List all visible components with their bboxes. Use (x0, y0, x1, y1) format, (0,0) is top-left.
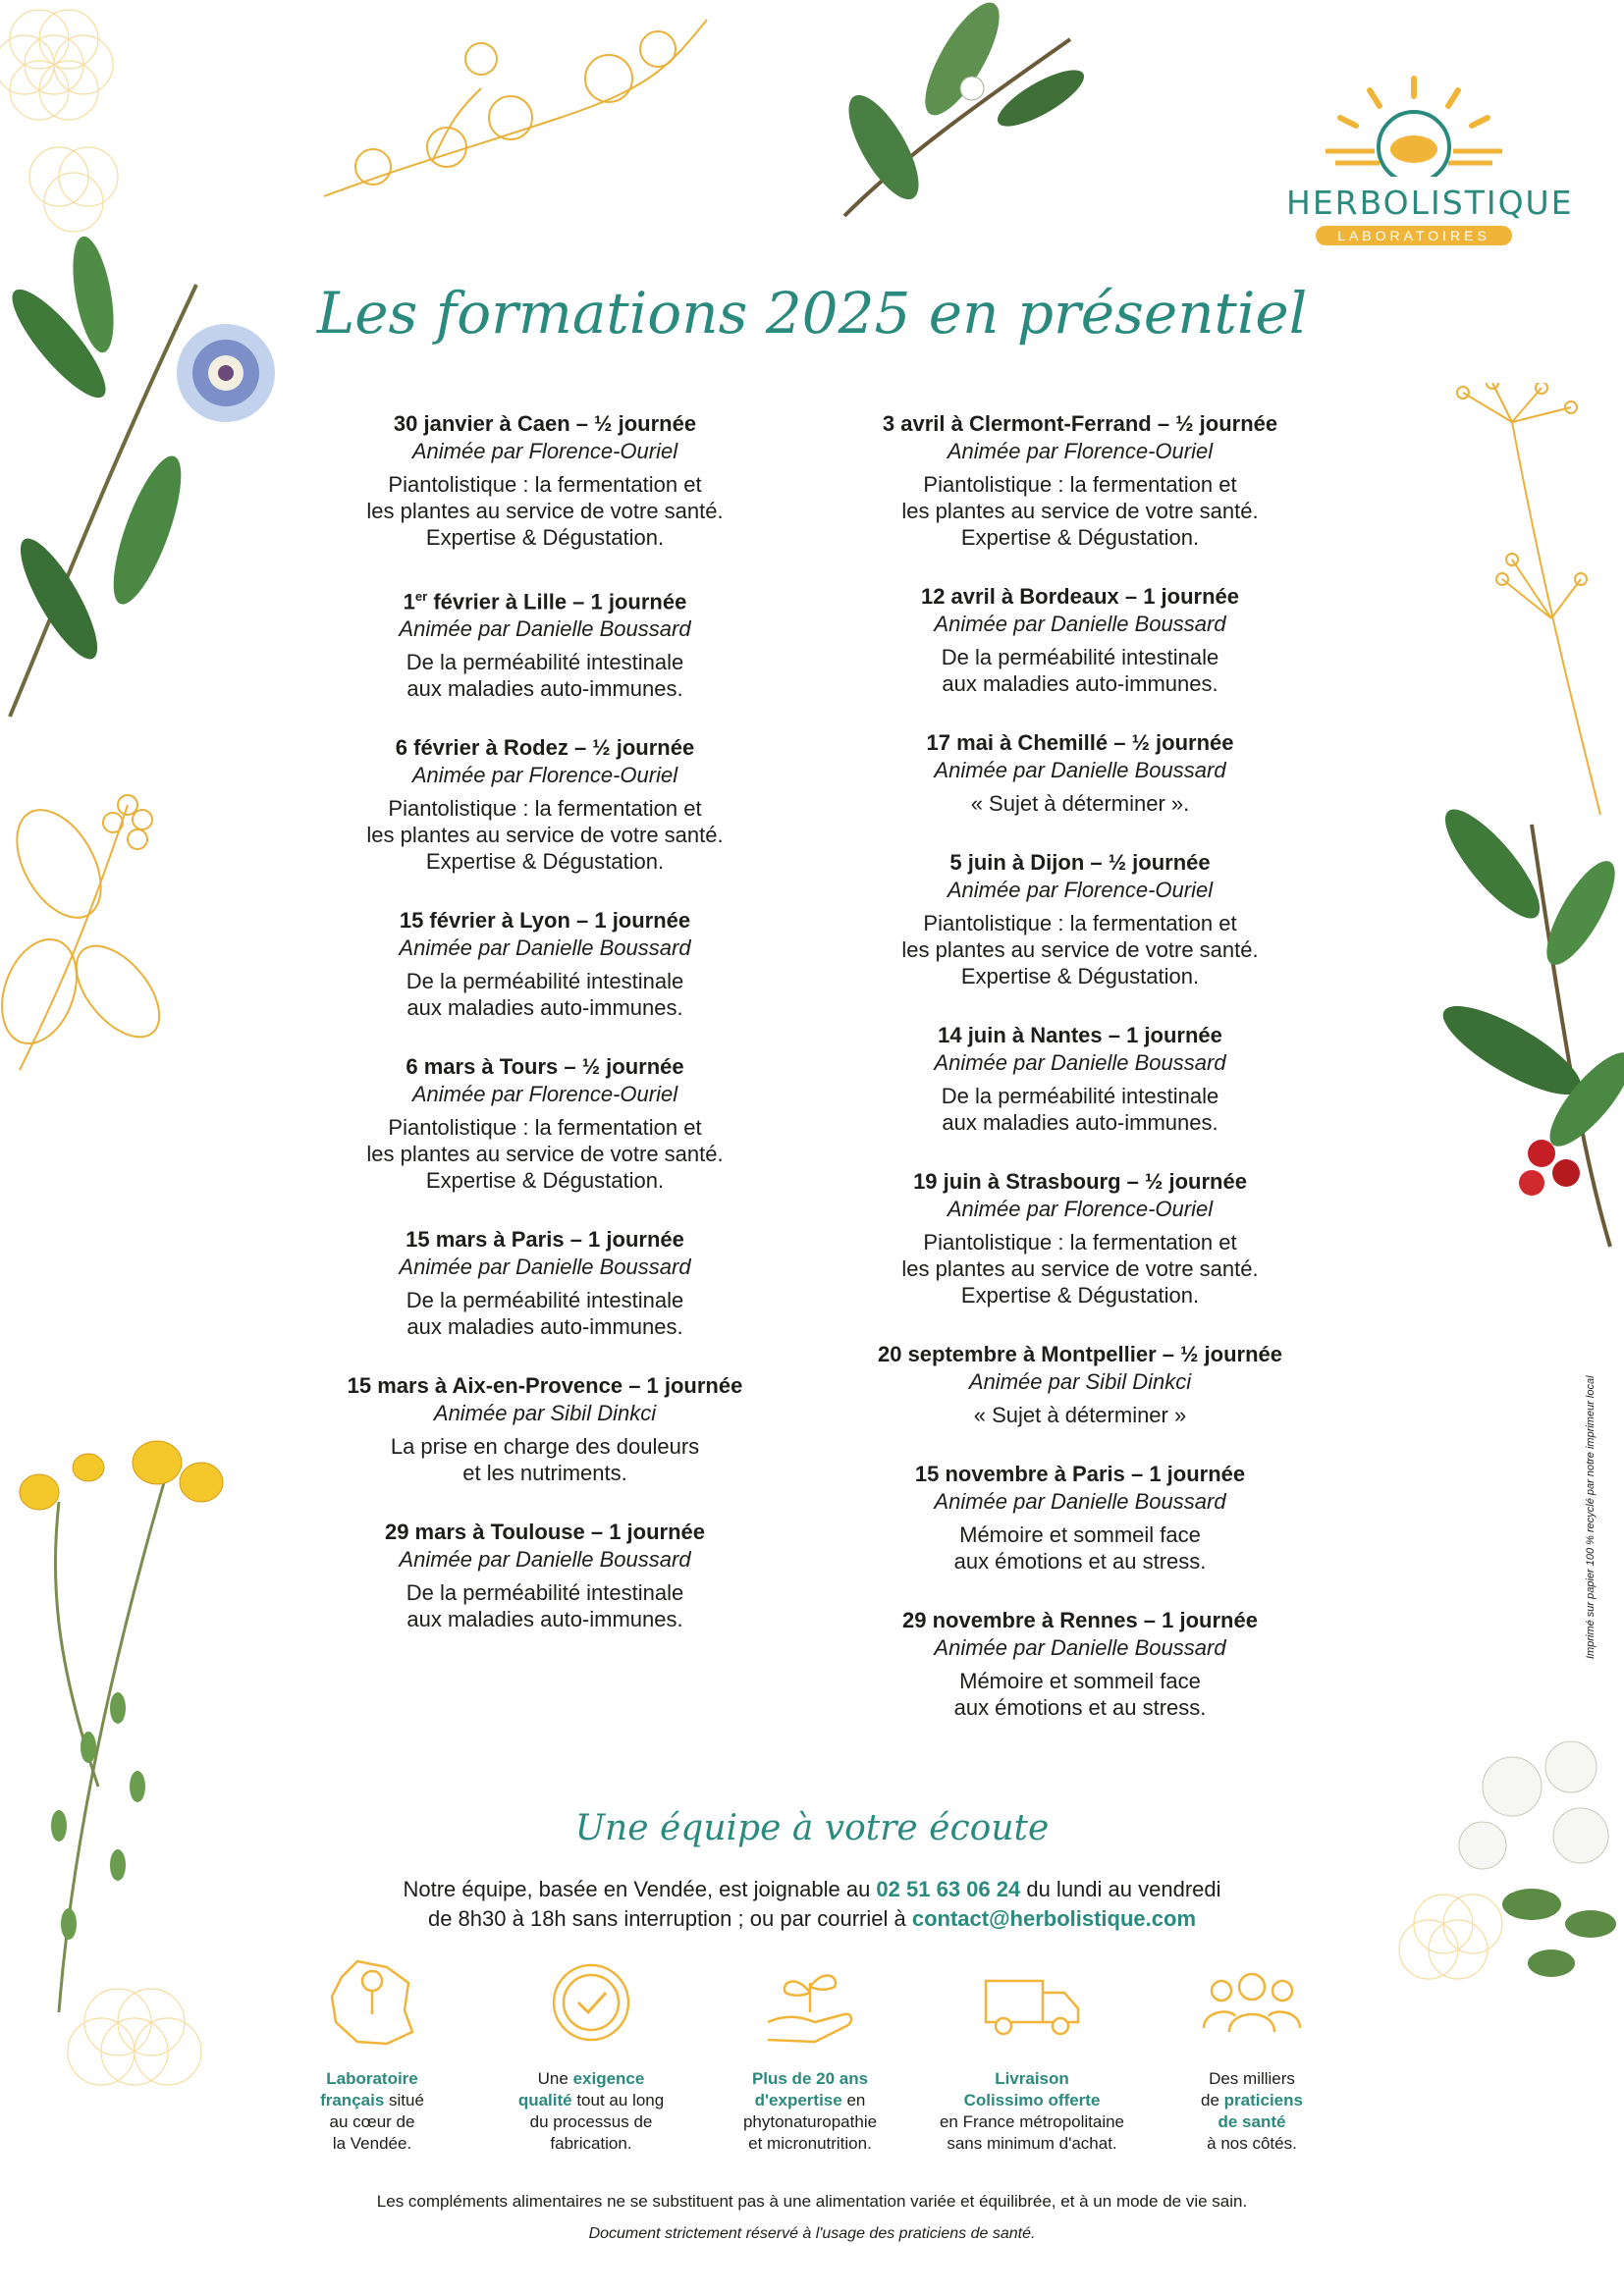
flower-of-life-pattern-top-left (0, 0, 196, 255)
quality-check-icon (537, 1953, 645, 2052)
recycled-paper-note-text: Imprimé sur papier 100 % recyclé par notre imprimeur local (1585, 1375, 1597, 1659)
event-item (290, 583, 800, 702)
event-heading: 6 mars à Tours – ½ journée (406, 1054, 684, 1080)
feature-text: phytonaturopathie (742, 2112, 878, 2131)
event-desc: les plantes au service de votre santé. (901, 499, 1259, 523)
feature-text: au cœur de (329, 2112, 415, 2131)
feature-text: du processus de (529, 2112, 653, 2131)
event-host: Animée par Florence-Ouriel (411, 439, 678, 463)
event-desc: De la perméabilité intestinale (406, 650, 684, 675)
delivery-truck-icon (978, 1953, 1086, 2052)
event-item (825, 1341, 1335, 1428)
feature-text: en France métropolitaine (939, 2112, 1125, 2131)
event-item (290, 410, 800, 551)
green-leaf-branch-illustration (825, 0, 1090, 236)
event-desc: « Sujet à déterminer ». (970, 791, 1190, 816)
recycled-paper-note (1585, 1306, 1604, 1659)
feature-text: fabrication. (550, 2134, 632, 2153)
feature-highlight: exigence (572, 2069, 645, 2088)
event-heading: 17 mai à Chemillé – ½ journée (926, 730, 1234, 755)
event-heading: 30 janvier à Caen – ½ journée (393, 411, 697, 436)
event-desc: les plantes au service de votre santé. (366, 823, 724, 848)
feature-highlight: français (320, 2091, 385, 2109)
event-desc: aux maladies auto-immunes. (406, 1607, 683, 1632)
feature-practitioners (1154, 1953, 1350, 2155)
feature-highlight: de santé (1218, 2112, 1286, 2131)
event-desc: Mémoire et sommeil face (959, 1669, 1201, 1693)
event-desc: Piantolistique : la fermentation et (923, 911, 1237, 935)
event-host: Animée par Danielle Boussard (934, 1050, 1226, 1075)
feature-text: Des milliers (1209, 2069, 1295, 2088)
event-desc: De la perméabilité intestinale (406, 969, 684, 994)
event-host: Animée par Florence-Ouriel (947, 878, 1214, 902)
event-desc: et les nutriments. (462, 1461, 627, 1486)
event-day-suffix: er (414, 589, 428, 604)
event-desc: aux émotions et au stress. (953, 1549, 1207, 1574)
event-desc: Mémoire et sommeil face (959, 1522, 1201, 1547)
event-heading: 15 novembre à Paris – 1 journée (914, 1462, 1246, 1486)
event-desc: les plantes au service de votre santé. (901, 1256, 1259, 1281)
logo-subtitle: LABORATOIRES (1316, 226, 1512, 245)
feature-highlight: d'expertise (754, 2091, 842, 2109)
event-desc: Piantolistique : la fermentation et (388, 472, 702, 497)
event-item (825, 410, 1335, 551)
event-heading (290, 583, 800, 615)
event-desc: Expertise & Dégustation. (425, 849, 665, 875)
event-host: Animée par Danielle Boussard (399, 1547, 691, 1573)
contact-text: Notre équipe, basée en Vendée, est joignable au (403, 1877, 877, 1901)
disclaimer: Les compléments alimentaires ne se substituent pas à une alimentation variée et équilibrée, et à un mode de vie sain. (376, 2192, 1248, 2211)
event-desc: Piantolistique : la fermentation et (923, 1230, 1237, 1255)
feature-text: de (1201, 2091, 1224, 2109)
event-host: Animée par Danielle Boussard (399, 616, 691, 642)
event-host: Animée par Danielle Boussard (934, 1489, 1226, 1514)
event-desc: De la perméabilité intestinale (406, 1288, 684, 1313)
event-desc: aux émotions et au stress. (953, 1695, 1207, 1720)
feature-text: situé (384, 2091, 424, 2109)
event-desc: De la perméabilité intestinale (941, 1084, 1219, 1108)
event-host: Animée par Danielle Boussard (399, 935, 691, 961)
event-heading-rest: février à Lille – 1 journée (427, 589, 687, 614)
team-section-title: Une équipe à votre écoute (574, 1808, 1050, 1848)
event-host: Animée par Danielle Boussard (934, 1635, 1226, 1660)
feature-highlight: qualité (517, 2091, 572, 2109)
contact-text: de 8h30 à 18h sans interruption ; ou par courriel à (427, 1906, 912, 1931)
phone-number[interactable]: 02 51 63 06 24 (876, 1877, 1021, 1901)
event-heading: 15 mars à Paris – 1 journée (406, 1227, 684, 1253)
event-item (825, 1168, 1335, 1308)
feature-text: et micronutrition. (748, 2134, 872, 2153)
yellow-umbel-outline-illustration (1404, 383, 1624, 815)
event-desc: aux maladies auto-immunes. (942, 671, 1218, 696)
feature-text: Une (537, 2069, 573, 2088)
event-heading: 29 mars à Toulouse – 1 journée (384, 1520, 706, 1545)
event-item (825, 1461, 1335, 1575)
event-host: Animée par Florence-Ouriel (947, 1197, 1214, 1221)
sun-logo-icon (1321, 69, 1507, 177)
events-left-column (290, 410, 800, 1665)
event-item (825, 849, 1335, 989)
event-desc: aux maladies auto-immunes. (406, 676, 683, 702)
people-group-icon (1198, 1953, 1306, 2052)
event-day: 1 (403, 589, 415, 614)
event-host: Animée par Florence-Ouriel (411, 1082, 678, 1107)
event-desc: les plantes au service de votre santé. (901, 937, 1259, 962)
event-desc: aux maladies auto-immunes. (406, 1314, 683, 1340)
feature-delivery (934, 1953, 1130, 2155)
feature-quality (493, 1953, 689, 2155)
event-heading: 12 avril à Bordeaux – 1 journée (920, 584, 1240, 609)
feature-highlight: praticiens (1223, 2091, 1303, 2109)
event-item (290, 734, 800, 875)
flower-of-life-pattern-bottom-left (39, 1963, 295, 2160)
event-desc: aux maladies auto-immunes. (942, 1110, 1218, 1135)
event-host: Animée par Danielle Boussard (934, 758, 1226, 782)
feature-text: tout au long (571, 2091, 665, 2109)
events-right-column (825, 410, 1335, 1753)
contact-text: du lundi au vendredi (1020, 1877, 1221, 1901)
event-item (825, 583, 1335, 697)
herbolistique-logo (1286, 69, 1574, 245)
event-desc: Expertise & Dégustation. (960, 1283, 1200, 1308)
event-desc: « Sujet à déterminer » (973, 1403, 1187, 1427)
logo-brand-name: HERBOLISTIQUE (1286, 184, 1574, 222)
event-heading: 29 novembre à Rennes – 1 journée (902, 1608, 1258, 1632)
feature-expertise (712, 1953, 908, 2155)
event-heading: 15 février à Lyon – 1 journée (399, 908, 691, 934)
feature-text: la Vendée. (332, 2134, 412, 2153)
event-host: Animée par Florence-Ouriel (947, 439, 1214, 463)
feature-french-lab (274, 1953, 470, 2155)
event-item (825, 1022, 1335, 1136)
event-host: Animée par Danielle Boussard (934, 612, 1226, 636)
email-link[interactable]: contact@herbolistique.com (911, 1906, 1197, 1931)
event-host: Animée par Sibil Dinkci (968, 1369, 1192, 1394)
feature-highlight: Plus de 20 ans (751, 2069, 869, 2088)
page-title: Les formations 2025 en présentiel (316, 280, 1308, 347)
event-desc: Expertise & Dégustation. (425, 1168, 665, 1194)
event-item (825, 1607, 1335, 1721)
event-item (290, 1372, 800, 1486)
event-item (290, 1226, 800, 1340)
event-item (290, 1053, 800, 1194)
event-item (290, 907, 800, 1021)
event-host: Animée par Danielle Boussard (399, 1255, 691, 1280)
event-heading: 3 avril à Clermont-Ferrand – ½ journée (882, 411, 1278, 436)
event-desc: Piantolistique : la fermentation et (923, 472, 1237, 497)
event-heading: 15 mars à Aix-en-Provence – 1 journée (347, 1373, 743, 1399)
feature-highlight: Laboratoire (326, 2069, 418, 2088)
event-host: Animée par Florence-Ouriel (411, 763, 678, 788)
event-host: Animée par Sibil Dinkci (433, 1401, 657, 1426)
feature-text: sans minimum d'achat. (947, 2134, 1117, 2153)
event-desc: Expertise & Dégustation. (425, 525, 665, 550)
event-desc: aux maladies auto-immunes. (406, 995, 683, 1021)
event-desc: La prise en charge des douleurs (390, 1434, 700, 1460)
event-desc: De la perméabilité intestinale (406, 1580, 684, 1606)
event-heading: 6 février à Rodez – ½ journée (395, 735, 695, 761)
contact-info (0, 1875, 1624, 1934)
event-heading: 19 juin à Strasbourg – ½ journée (913, 1169, 1247, 1194)
event-desc: De la perméabilité intestinale (941, 645, 1219, 669)
event-desc: les plantes au service de votre santé. (366, 499, 724, 523)
event-item (290, 1519, 800, 1632)
feature-text: en (841, 2091, 866, 2109)
event-desc: les plantes au service de votre santé. (366, 1142, 724, 1167)
feature-highlight: Livraison (995, 2069, 1069, 2088)
event-heading: 14 juin à Nantes – 1 journée (938, 1023, 1222, 1047)
feature-highlight: Colissimo offerte (963, 2091, 1101, 2109)
yellow-blossom-branch-illustration (314, 0, 727, 226)
event-heading: 20 septembre à Montpellier – ½ journée (877, 1342, 1283, 1366)
event-desc: Piantolistique : la fermentation et (388, 796, 702, 822)
france-map-icon (318, 1953, 426, 2052)
red-berry-branch-illustration (1414, 805, 1624, 1256)
yellow-outline-plant-illustration (0, 775, 196, 1090)
event-desc: Expertise & Dégustation. (960, 525, 1200, 550)
event-item (825, 729, 1335, 817)
feature-text: à nos côtés. (1207, 2134, 1297, 2153)
restricted-notice: Document strictement réservé à l'usage des praticiens de santé. (588, 2225, 1036, 2242)
event-desc: Expertise & Dégustation. (960, 964, 1200, 988)
event-heading: 5 juin à Dijon – ½ journée (949, 850, 1211, 875)
hand-plant-icon (756, 1953, 864, 2052)
event-desc: Piantolistique : la fermentation et (388, 1115, 702, 1141)
